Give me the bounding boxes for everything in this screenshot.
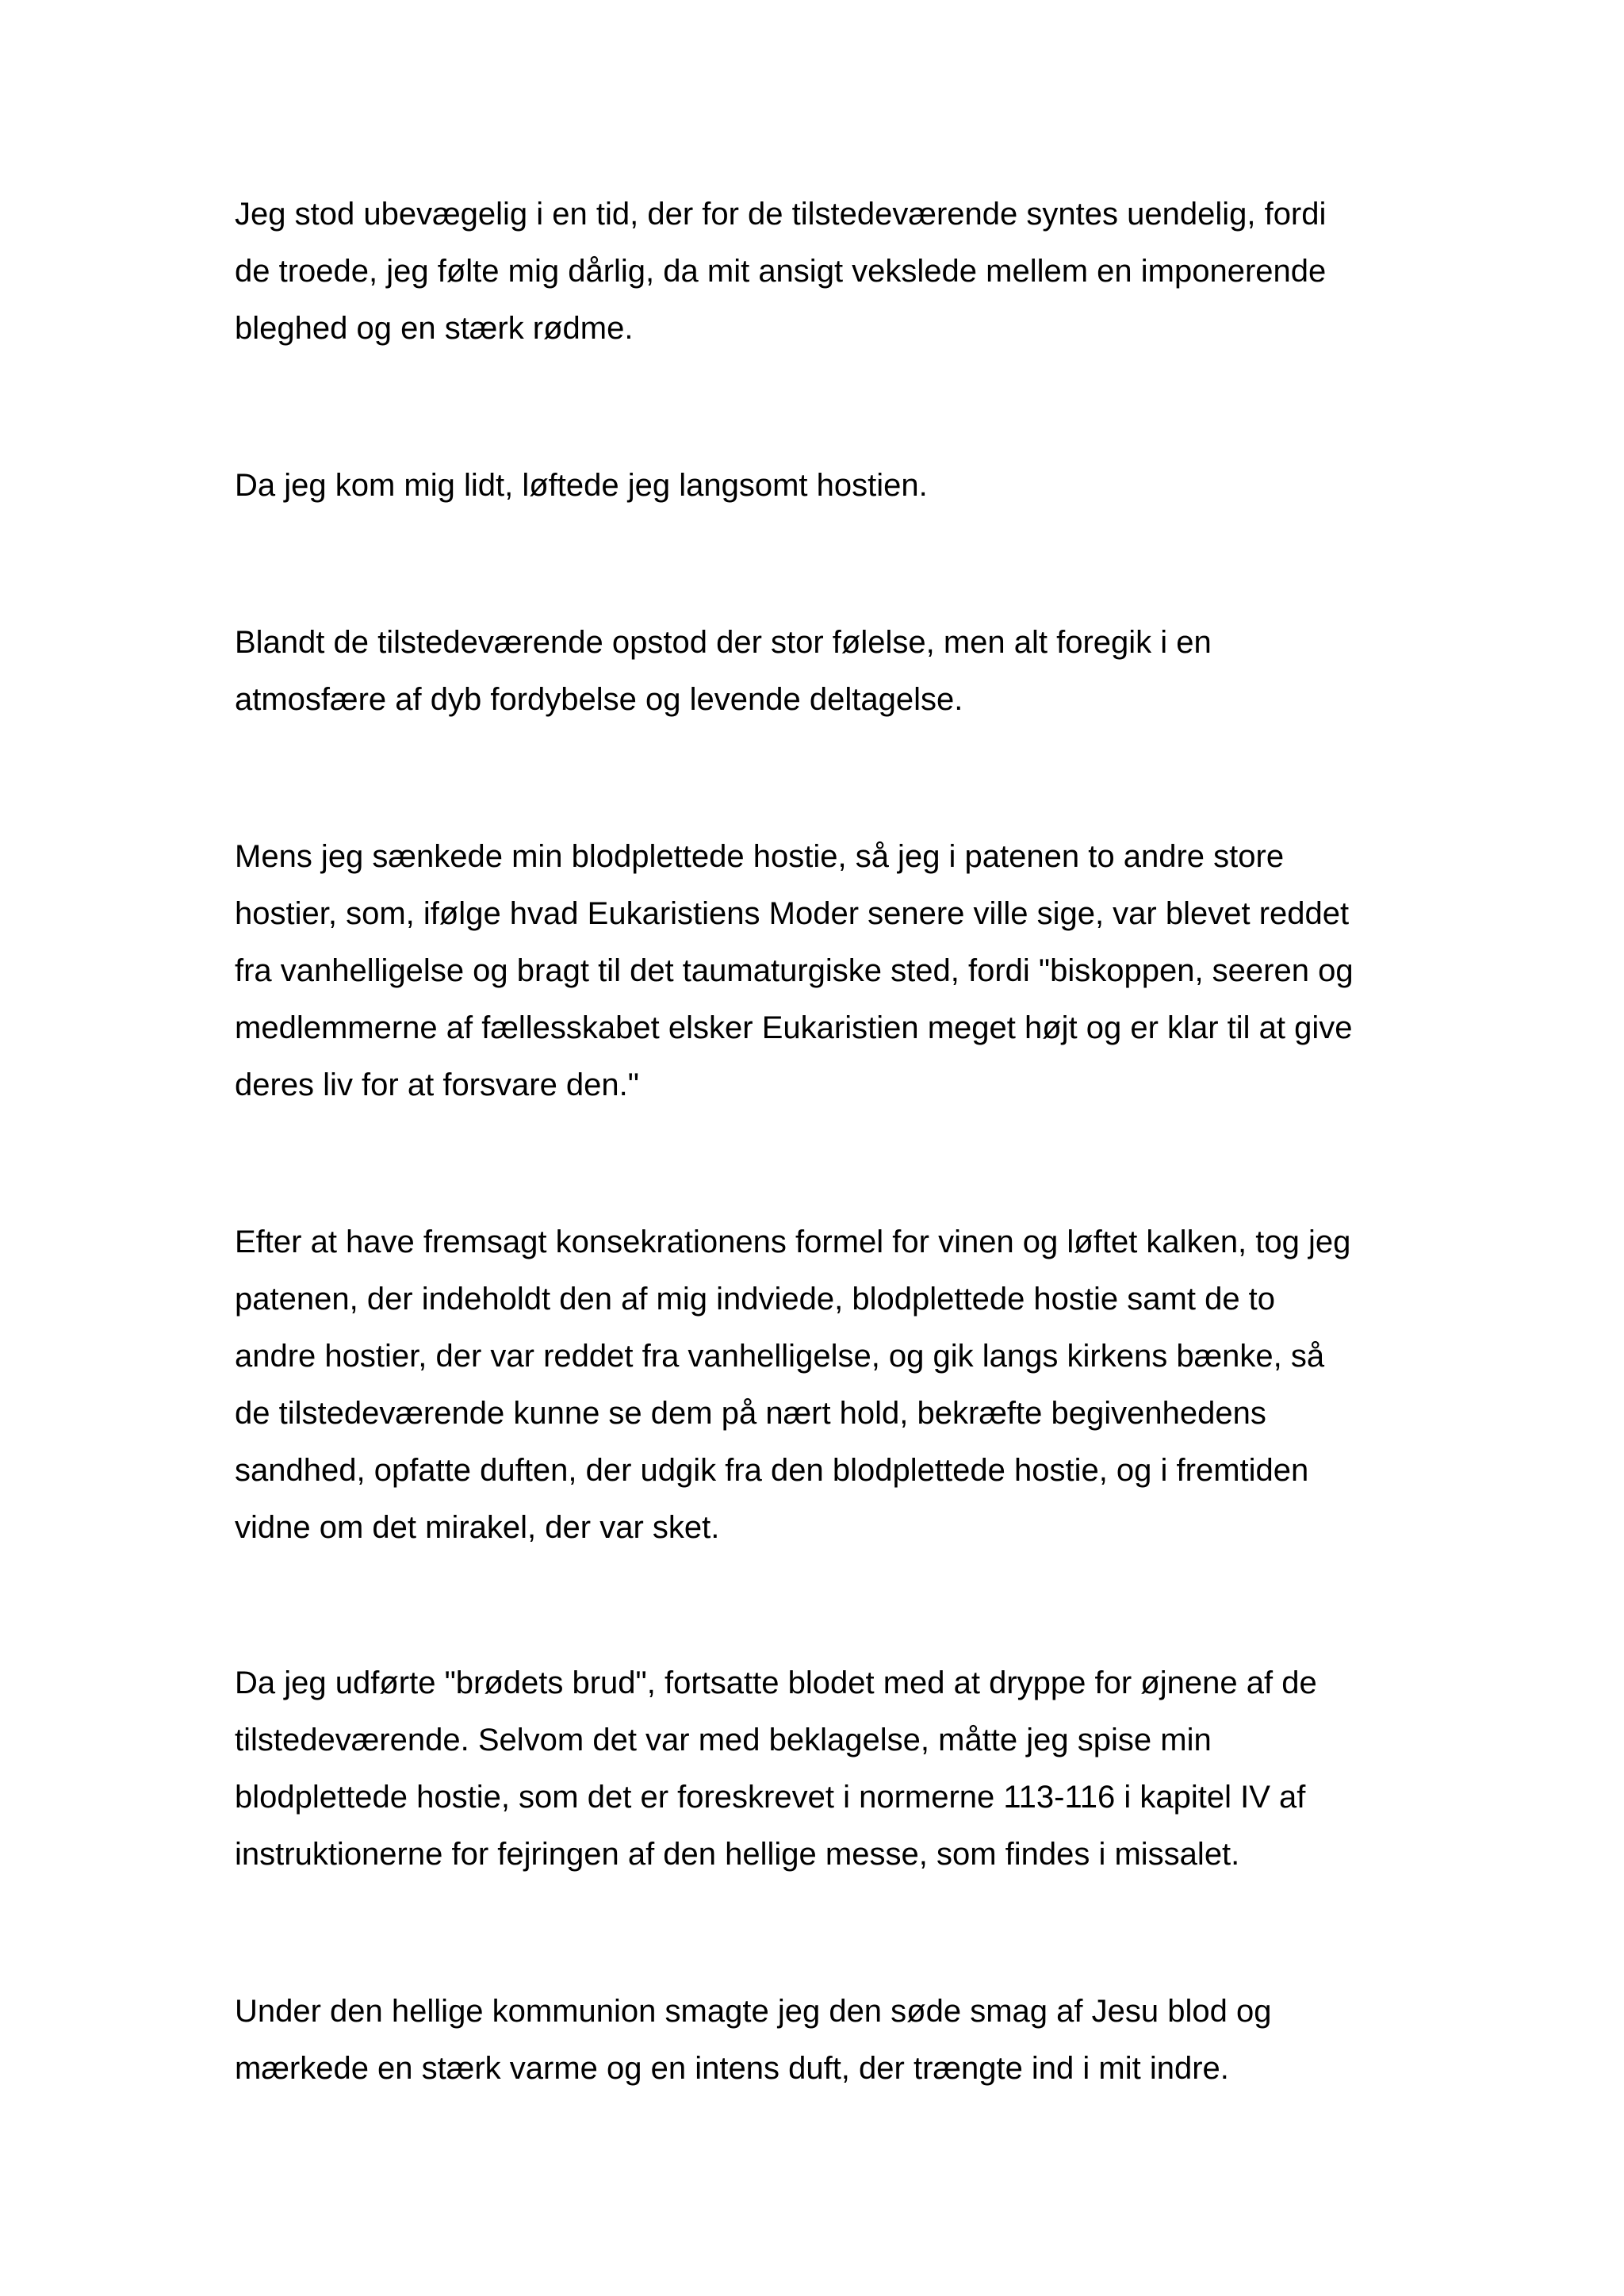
paragraph-line: vidne om det mirakel, der var sket. <box>235 1510 720 1545</box>
paragraph-line: sandhed, opfatte duften, der udgik fra den blodplettede hostie, og i fremtiden <box>235 1453 1309 1488</box>
paragraph-line: instruktionerne for fejringen af den hellige messe, som findes i missalet. <box>235 1837 1240 1872</box>
paragraph-line: andre hostier, der var reddet fra vanhelligelse, og gik langs kirkens bænke, så <box>235 1339 1325 1374</box>
paragraph-line: tilstedeværende. Selvom det var med beklagelse, måtte jeg spise min <box>235 1723 1212 1757</box>
paragraph-4 <box>235 828 1424 1114</box>
paragraph-line: Blandt de tilstedeværende opstod der stor følelse, men alt foregik i en <box>235 625 1212 660</box>
paragraph-1 <box>235 186 1424 357</box>
paragraph-2 <box>235 457 1424 514</box>
paragraph-7 <box>235 1983 1424 2097</box>
paragraph-line: Da jeg udførte "brødets brud", fortsatte blodet med at dryppe for øjnene af de <box>235 1665 1317 1700</box>
paragraph-line: de troede, jeg følte mig dårlig, da mit ansigt vekslede mellem en imponerende <box>235 254 1327 289</box>
paragraph-line: hostier, som, ifølge hvad Eukaristiens Moder senere ville sige, var blevet reddet <box>235 896 1350 931</box>
paragraph-line: atmosfære af dyb fordybelse og levende deltagelse. <box>235 682 963 717</box>
paragraph-line: deres liv for at forsvare den." <box>235 1068 639 1102</box>
paragraph-6 <box>235 1654 1424 1883</box>
paragraph-line: mærkede en stærk varme og en intens duft, der trængte ind i mit indre. <box>235 2051 1229 2086</box>
paragraph-line: Da jeg kom mig lidt, løftede jeg langsomt hostien. <box>235 468 928 503</box>
paragraph-line: blodplettede hostie, som det er foreskrevet i normerne 113-116 i kapitel IV af <box>235 1780 1306 1815</box>
paragraph-5 <box>235 1213 1424 1556</box>
paragraph-3 <box>235 614 1424 728</box>
paragraph-line: Efter at have fremsagt konsekrationens formel for vinen og løftet kalken, tog jeg <box>235 1225 1351 1259</box>
paragraph-line: medlemmerne af fællesskabet elsker Eukaristien meget højt og er klar til at give <box>235 1010 1353 1045</box>
paragraph-line: Under den hellige kommunion smagte jeg den søde smag af Jesu blod og <box>235 1994 1272 2029</box>
paragraph-line: patenen, der indeholdt den af mig indviede, blodplettede hostie samt de to <box>235 1282 1276 1317</box>
paragraph-line: Mens jeg sænkede min blodplettede hostie, så jeg i patenen to andre store <box>235 839 1285 874</box>
paragraph-line: bleghed og en stærk rødme. <box>235 311 634 346</box>
paragraph-line: Jeg stod ubevægelig i en tid, der for de tilstedeværende syntes uendelig, fordi <box>235 197 1327 232</box>
paragraph-line: fra vanhelligelse og bragt til det taumaturgiske sted, fordi "biskoppen, seeren og <box>235 953 1354 988</box>
paragraph-line: de tilstedeværende kunne se dem på nært hold, bekræfte begivenhedens <box>235 1396 1266 1431</box>
